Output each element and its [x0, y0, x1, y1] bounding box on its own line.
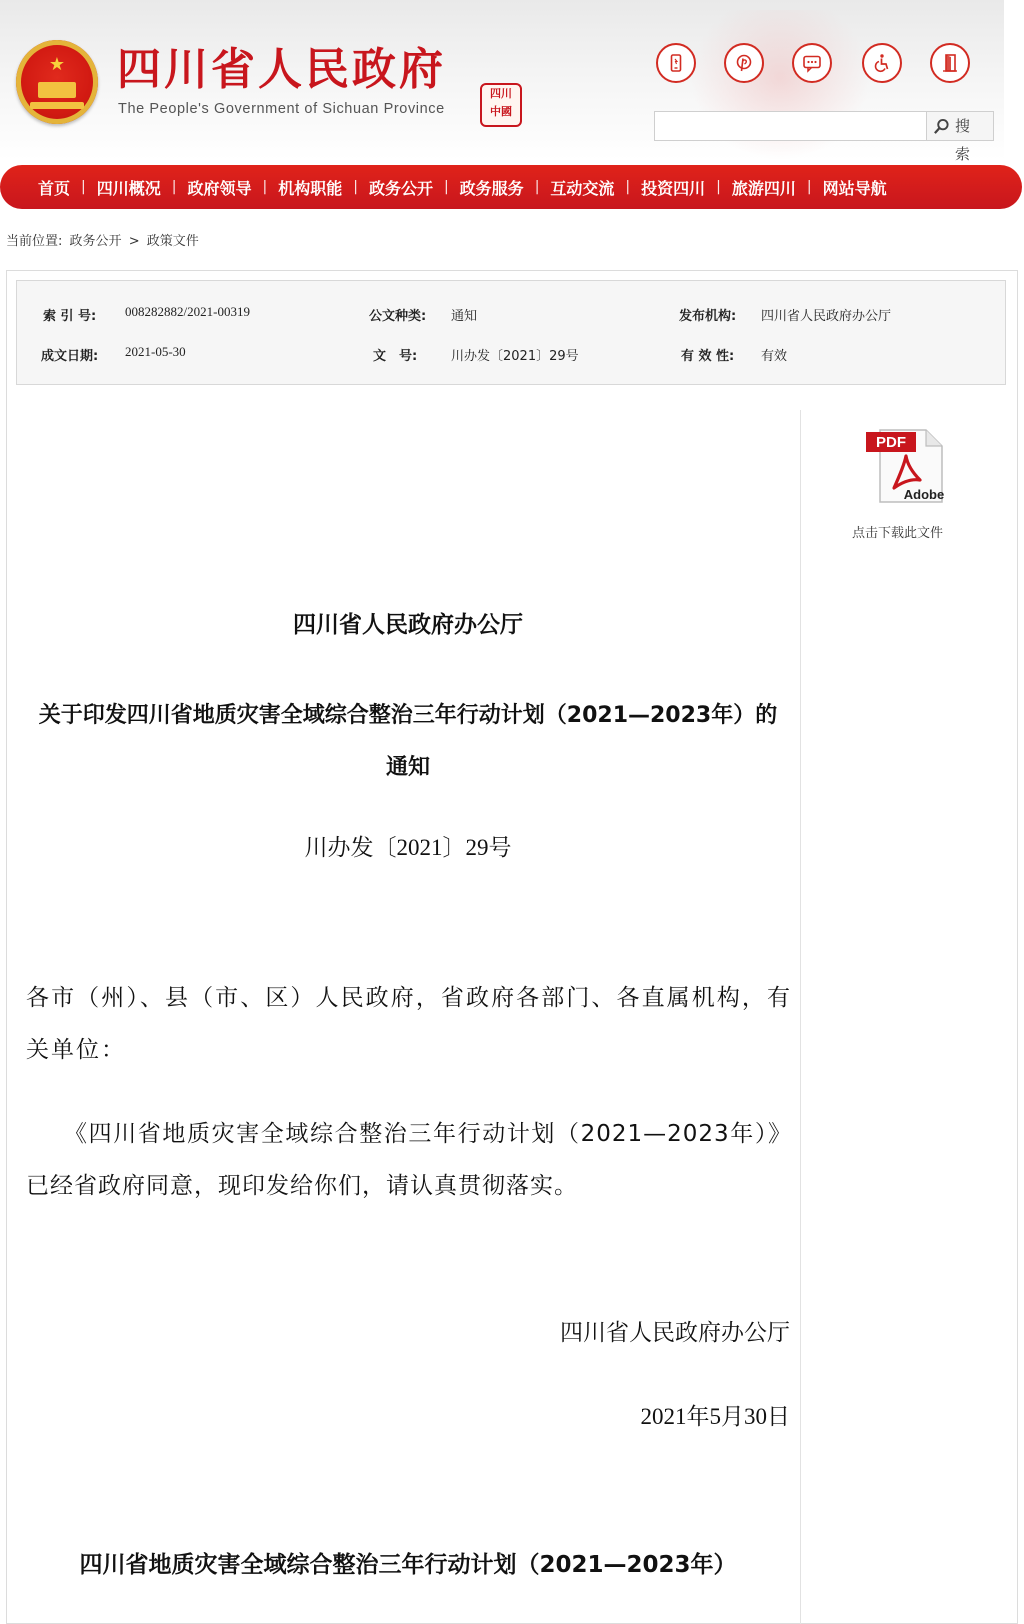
date-label: 成文日期:	[41, 349, 99, 364]
document-title: 关于印发四川省地质灾害全域综合整治三年行动计划（2021—2023年）的通知	[38, 703, 778, 780]
doc-number-value: 川办发〔2021〕29号	[451, 349, 579, 364]
search-button[interactable]	[926, 111, 994, 163]
document-metadata	[16, 280, 1006, 385]
column-divider	[800, 410, 801, 1624]
doc-type-label: 公文种类:	[369, 309, 427, 324]
nav-separator: |	[716, 179, 721, 195]
mobile-icon[interactable]	[656, 43, 696, 83]
pdf-label: PDF	[876, 434, 906, 451]
nav-item-invest[interactable]: 投资四川	[641, 178, 706, 198]
signature-organization: 四川省人民政府办公厅	[560, 1320, 790, 1346]
signature-date: 2021年5月30日	[640, 1404, 790, 1429]
exit-icon[interactable]	[930, 43, 970, 83]
doc-number-label: 文 号:	[373, 349, 418, 364]
main-nav	[0, 165, 1022, 209]
china-seal-logo: 四川 中國	[480, 83, 522, 127]
publisher-value: 四川省人民政府办公厅	[761, 309, 892, 324]
accessibility-icon[interactable]	[862, 43, 902, 83]
nav-separator: |	[171, 179, 177, 195]
nav-item-sichuan-overview[interactable]: 四川概况	[96, 178, 161, 198]
nav-item-site-map[interactable]: 网站导航	[822, 178, 887, 198]
nav-item-leaders[interactable]: 政府领导	[187, 178, 252, 198]
nav-separator: |	[625, 179, 631, 195]
site-title[interactable]: 四川省人民政府	[117, 44, 446, 95]
nav-separator: |	[806, 179, 812, 195]
nav-separator: |	[353, 179, 358, 195]
document-number: 川办发〔2021〕29号	[304, 835, 512, 860]
site-subtitle: The People's Government of Sichuan Province	[118, 101, 445, 117]
nav-separator: |	[81, 179, 86, 195]
date-value: 2021-05-30	[125, 344, 186, 359]
body-paragraph: 《四川省地质灾害全域综合整治三年行动计划（2021—2023年）》已经省政府同意，现印发给你们，请认真贯彻落实。	[26, 1121, 792, 1199]
adobe-brand: Adobe	[903, 487, 945, 502]
national-emblem-icon[interactable]: ★	[16, 40, 98, 124]
index-label: 索 引 号:	[43, 309, 97, 324]
validity-label: 有 效 性:	[681, 349, 735, 364]
search-icon	[933, 118, 950, 135]
nav-separator: |	[262, 179, 268, 195]
plan-title: 四川省地质灾害全域综合整治三年行动计划（2021—2023年）	[79, 1552, 737, 1578]
nav-separator: |	[534, 179, 540, 195]
weibo-icon[interactable]	[724, 43, 764, 83]
salutation: 各市（州）、县（市、区）人民政府，省政府各部门、各直属机构，有关单位：	[26, 985, 792, 1063]
breadcrumb-separator: >	[128, 234, 140, 249]
nav-item-interaction[interactable]: 互动交流	[550, 178, 615, 198]
nav-item-tourism[interactable]: 旅游四川	[731, 178, 796, 198]
nav-separator: |	[443, 179, 449, 195]
breadcrumb	[6, 230, 202, 249]
validity-value: 有效	[761, 349, 788, 364]
nav-item-functions[interactable]: 机构职能	[278, 178, 343, 198]
pdf-download-icon[interactable]	[864, 426, 946, 506]
download-link[interactable]: 点击下载此文件	[852, 526, 944, 541]
breadcrumb-prefix: 当前位置:	[6, 234, 63, 249]
wechat-icon[interactable]	[792, 43, 832, 83]
nav-item-home[interactable]: 首页	[38, 178, 71, 198]
site-header	[0, 0, 1004, 163]
index-value: 008282882/2021-00319	[125, 304, 250, 319]
search-button-label: 搜 索	[955, 117, 974, 163]
nav-item-services[interactable]: 政务服务	[459, 178, 524, 198]
doc-type-value: 通知	[451, 309, 478, 324]
publisher-label: 发布机构:	[679, 309, 737, 324]
search-input[interactable]	[654, 111, 928, 141]
breadcrumb-open-government[interactable]: 政务公开	[69, 234, 122, 249]
issuer-title: 四川省人民政府办公厅	[293, 612, 523, 638]
breadcrumb-policy-documents[interactable]: 政策文件	[146, 234, 199, 249]
nav-item-open-government[interactable]: 政务公开	[368, 178, 433, 198]
